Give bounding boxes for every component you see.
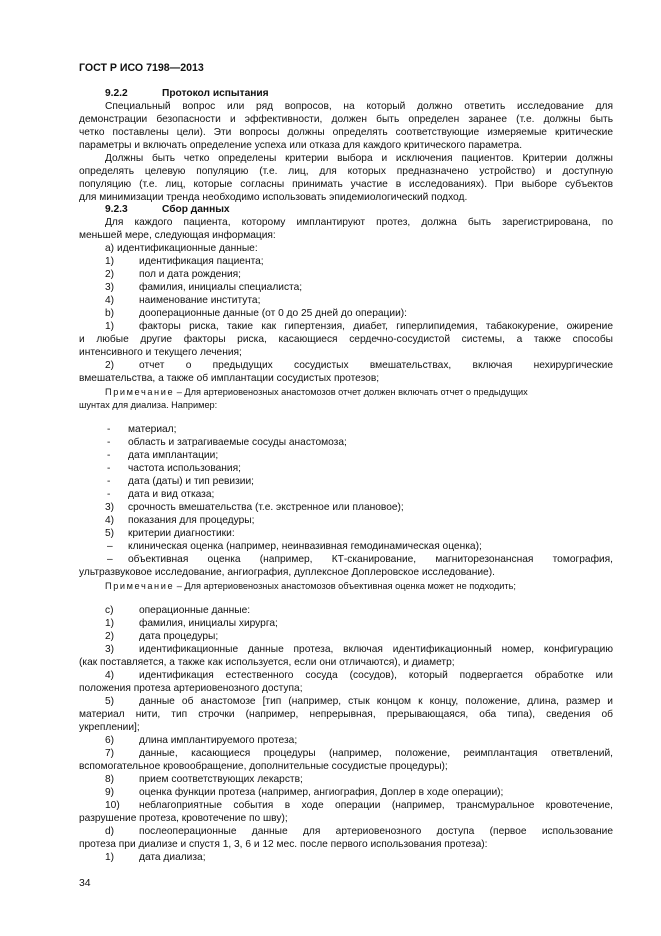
list-item: область и затрагиваемые сосуды анастомоза; (128, 437, 347, 448)
note-line (105, 386, 528, 398)
note-label: Примечание (105, 581, 175, 591)
paragraph-line: для минимизации тренда необходимо использовать эпидемиологический подход. (79, 192, 468, 203)
list-item: длина имплантируемого протеза; (139, 735, 298, 746)
dash-bullet: - (107, 476, 111, 487)
paragraph-line: Для каждого пациента, которому имплантируют протез, должна быть зарегистрирована, по (105, 217, 613, 228)
list-item-cont: (как поставляется, а также как используется, если они отличаются), и диаметр; (79, 657, 455, 668)
list-number: 6) (105, 735, 115, 746)
document-header: ГОСТ Р ИСО 7198—2013 (79, 62, 204, 74)
dash-bullet: - (107, 463, 111, 474)
list-number: 7) (105, 748, 115, 759)
dash-bullet: – (107, 541, 113, 552)
list-number: 1) (105, 852, 115, 863)
list-item: дата процедуры; (139, 631, 219, 642)
section-title-922: Протокол испытания (162, 88, 269, 99)
list-number: 4) (105, 515, 115, 526)
list-item: дооперационные данные (от 0 до 25 дней до операции): (139, 308, 407, 319)
list-item: фамилия, инициалы хирурга; (139, 618, 278, 629)
list-label: с) (105, 605, 114, 616)
list-number: 5) (105, 528, 115, 539)
section-title-923: Сбор данных (162, 204, 230, 215)
list-item: дата диализа; (139, 852, 206, 863)
list-number: 3) (105, 282, 115, 293)
list-item: факторы риска, такие как гипертензия, диабет, гиперлипидемия, табакокурение, ожирение (139, 321, 613, 332)
list-item-cont: протеза при диализе и спустя 1, 3, 6 и 12 мес. после первого использования протеза): (79, 839, 488, 850)
list-number: 9) (105, 787, 115, 798)
list-item-cont: и любые другие факторы риска, касающиеся сердечно-сосудистой системы, а также способы (79, 334, 613, 345)
list-item: материал; (128, 424, 177, 435)
list-item: объективная оценка (например, КТ-сканирование, магниторезонансная томография, (128, 554, 613, 565)
dash-bullet: - (107, 489, 111, 500)
list-item-cont: укреплении]; (79, 722, 140, 733)
paragraph-line: демонстрации безопасности и эффективности, должен быть определен заранее (т.е. должны быть (79, 114, 613, 125)
note-text: – Для артериовенозных анастомозов объективная оценка может не подходить; (174, 581, 516, 591)
list-item: данные, касающиеся процедуры (например, положение, реимплантация ответвлений, (139, 748, 613, 759)
list-label: b) (105, 308, 115, 319)
list-item: фамилия, инициалы специалиста; (139, 282, 303, 293)
paragraph-line: популяцию (т.е. лиц, которые согласны принимать участие в исследованиях). При выборе субъектов (79, 179, 613, 190)
list-item: дата (даты) и тип ревизии; (128, 476, 254, 487)
section-number-923: 9.2.3 (105, 204, 128, 215)
list-item: идентификация пациента; (139, 256, 264, 267)
list-number: 2) (105, 269, 115, 280)
list-item-cont: положения протеза артериовенозного доступа; (79, 683, 303, 694)
list-item: идентификационные данные протеза, включая идентификационный номер, конфигурацию (139, 644, 613, 655)
paragraph-line: меньшей мере, следующая информация: (79, 230, 276, 241)
page-number: 34 (79, 878, 91, 889)
list-number: 1) (105, 256, 115, 267)
note-line: шунтах для диализа. Например: (79, 400, 218, 410)
dash-bullet: - (107, 424, 111, 435)
section-number-922: 9.2.2 (105, 88, 128, 99)
list-item: частота использования; (128, 463, 241, 474)
list-item: показания для процедуры; (128, 515, 255, 526)
list-item-cont: вспомогательное кровообращение, дополнительные сосудистые процедуры); (79, 761, 448, 772)
list-number: 8) (105, 774, 115, 785)
dash-bullet: - (107, 450, 111, 461)
paragraph-line: Специальный вопрос или ряд вопросов, на который должно ответить исследование для (105, 101, 613, 112)
list-number: 4) (105, 295, 115, 306)
paragraph-line: определять целевую популяцию (т.е. лиц, для которых предназначено устройство) и доступную (79, 166, 613, 177)
list-item: оценка функции протеза (например, ангиография, Доплер в ходе операции); (139, 787, 504, 798)
note-text: – Для артериовенозных анастомозов отчет должен включать отчет о предыдущих (174, 387, 528, 397)
list-item: клиническая оценка (например, неинвазивная гемодинамическая оценка); (128, 541, 482, 552)
list-item: дата имплантации; (128, 450, 219, 461)
list-item: отчет о предыдущих сосудистых вмешательствах, включая нехирургические (139, 360, 613, 371)
list-number: 1) (105, 321, 115, 332)
list-item-cont: интенсивного и текущего лечения; (79, 347, 242, 358)
note-label: Примечание (105, 387, 175, 397)
list-item: наименование института; (139, 295, 261, 306)
paragraph-line: Должны быть четко определены критерии выбора и исключения пациентов. Критерии должны (105, 153, 613, 164)
list-number: 1) (105, 618, 115, 629)
list-number: 3) (105, 644, 115, 655)
list-number: 2) (105, 631, 115, 642)
list-number: 10) (105, 800, 120, 811)
list-item: данные об анастомозе [тип (например, стык концом к концу, положение, длина, размер и (139, 696, 613, 707)
list-item: идентификация естественного сосуда (сосудов), который подвергается обработке или (139, 670, 613, 681)
paragraph-line: четко поставлены цели). Эти вопросы должны определять соответствующие измеряемые критические (79, 127, 613, 138)
list-item: послеоперационные данные для артериовенозного доступа (первое использование (139, 826, 613, 837)
list-item-cont: вмешательства, а также об имплантации сосудистых протезов; (79, 373, 380, 384)
list-item: идентификационные данные: (117, 243, 258, 254)
list-item-cont: материал нити, тип строчки (например, непрерывная, прерывающаяся, оба типа), сведения об (79, 709, 613, 720)
list-label: а) (105, 243, 115, 254)
list-number: 4) (105, 670, 115, 681)
list-item: дата и вид отказа; (128, 489, 215, 500)
list-item: критерии диагностики: (128, 528, 235, 539)
note-line (105, 580, 516, 592)
list-number: 2) (105, 360, 115, 371)
list-item: прием соответствующих лекарств; (139, 774, 303, 785)
list-item: срочность вмешательства (т.е. экстренное или плановое); (128, 502, 404, 513)
list-item: неблагоприятные события в ходе операции (например, трансмуральное кровотечение, (139, 800, 613, 811)
dash-bullet: - (107, 437, 111, 448)
list-item: операционные данные: (139, 605, 251, 616)
list-item-cont: ультразвуковое исследование, ангиография, дуплексное Доплеровское исследование). (79, 567, 495, 578)
list-number: 3) (105, 502, 115, 513)
paragraph-line: параметры и включать определение успеха или отказа для каждого критического параметра. (79, 140, 523, 151)
list-item: пол и дата рождения; (139, 269, 241, 280)
list-label: d) (105, 826, 115, 837)
list-item-cont: разрушение протеза, кровотечение по шву); (79, 813, 288, 824)
list-number: 5) (105, 696, 115, 707)
dash-bullet: – (107, 554, 113, 565)
